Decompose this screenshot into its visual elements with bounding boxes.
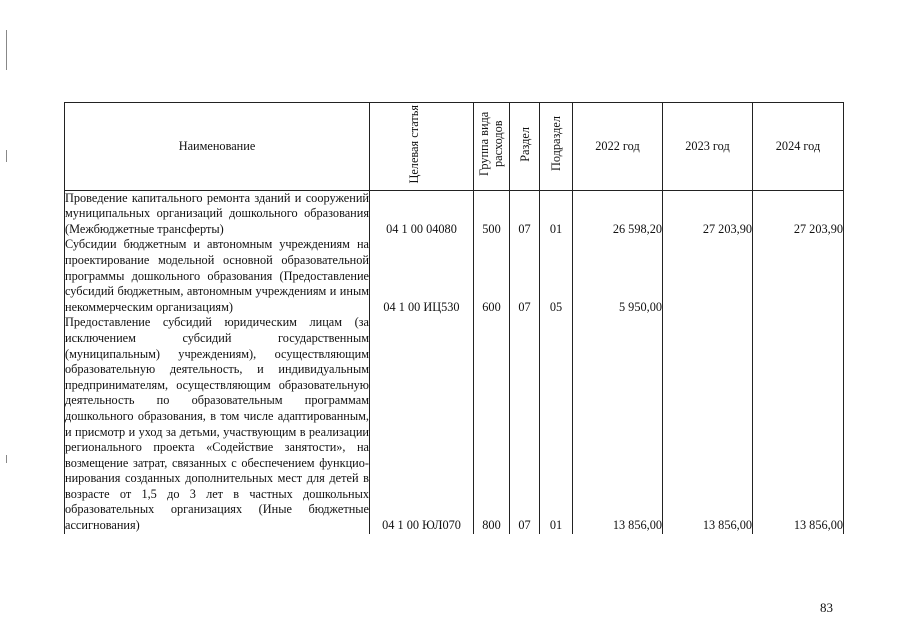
table-row — [65, 315, 844, 533]
row-name: Проведение капитального ремонта зданий и сооружений муниципальных организаций дошкольного образования (Межбюджетные трансферты) — [65, 190, 369, 236]
row-subsection: 01 — [540, 190, 573, 237]
row-2023: 27 203,90 — [663, 190, 753, 237]
header-target-article: Целевая статья — [370, 103, 474, 191]
row-subsection: 05 — [540, 237, 573, 315]
header-subsection: Подраздел — [540, 103, 573, 191]
row-section: 07 — [510, 190, 540, 237]
row-target-article: 04 1 00 ЮЛ070 — [370, 315, 474, 533]
scan-edge-mark — [6, 150, 7, 162]
row-section: 07 — [510, 237, 540, 315]
row-name: Субсидии бюджетным и автономным учреждениям на проектирование модельной основной образовательной программы дошкольного образования (Предоставление субсидий бюджетным, автономным учреждениям и иным некоммерческим организациям) — [65, 237, 369, 314]
row-subsection: 01 — [540, 315, 573, 533]
table-row — [65, 237, 844, 315]
row-expense-group: 800 — [474, 315, 510, 533]
scan-edge-mark — [6, 455, 7, 463]
header-section: Раздел — [510, 103, 540, 191]
row-2024: 27 203,90 — [753, 190, 844, 237]
scan-edge-mark — [6, 30, 7, 70]
row-2023: 13 856,00 — [663, 315, 753, 533]
row-expense-group: 500 — [474, 190, 510, 237]
table-row — [65, 190, 844, 237]
budget-table — [64, 102, 844, 534]
row-section: 07 — [510, 315, 540, 533]
row-expense-group: 600 — [474, 237, 510, 315]
row-target-article: 04 1 00 04080 — [370, 190, 474, 237]
row-2022: 26 598,20 — [573, 190, 663, 237]
header-expense-group: Группа вида расходов — [474, 103, 510, 191]
header-name: Наименование — [65, 103, 370, 191]
row-target-article: 04 1 00 ИЦ530 — [370, 237, 474, 315]
row-2022: 13 856,00 — [573, 315, 663, 533]
row-2023 — [663, 237, 753, 315]
row-2022: 5 950,00 — [573, 237, 663, 315]
header-2022: 2022 год — [573, 103, 663, 191]
header-2024: 2024 год — [753, 103, 844, 191]
row-2024: 13 856,00 — [753, 315, 844, 533]
table-header-row — [65, 103, 844, 191]
page-number: 83 — [820, 600, 833, 615]
row-2024 — [753, 237, 844, 315]
header-2023: 2023 год — [663, 103, 753, 191]
row-name: Предоставление субсидий юридическим лицам (за исключением субсидий государственным (муниципальным) учреждениям), осуществляющим образовательную деятельность, и индивидуальным предпринимателям, осуществляющим образовательную деятельность по образовательным программам дошкольного образования, в том числе адаптированным, и присмотр и уход за детьми, участвующим в реализации регионального проекта «Содействие занятости», на возмещение затрат, связанных с обеспечением функционирования созданных дополнительных мест для детей в возрасте от 1,5 до 3 лет в частных дошкольных образовательных организациях (Иные бюджетные ассигнования) — [65, 315, 369, 533]
